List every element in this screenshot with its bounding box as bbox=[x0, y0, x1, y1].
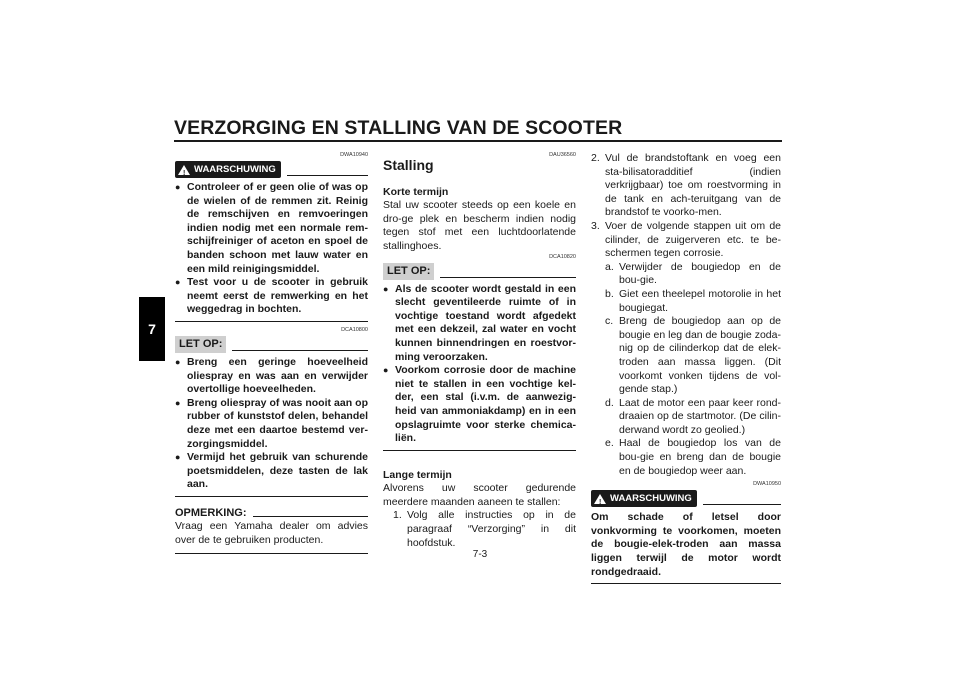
page-number: 7-3 bbox=[472, 549, 488, 560]
header-rule bbox=[440, 277, 576, 278]
warning-triangle-icon: ! bbox=[594, 494, 606, 504]
warning-badge bbox=[175, 161, 281, 178]
subsection-title: Lange termijn bbox=[383, 468, 452, 481]
list-item bbox=[393, 509, 576, 550]
substep-text: Giet een theelepel motorolie in het bougiegat. bbox=[619, 287, 781, 314]
list-item bbox=[591, 152, 781, 220]
caution-code: DCA10820 bbox=[549, 253, 576, 260]
list-item: ● Voorkom corrosie door de machine niet te stallen in een vochtige kel-der, een stal (i.v.m. de aanwezig-heid van ammoniakdamp) en in een opslagruimte voor sterke chemica-liën. bbox=[383, 364, 576, 446]
caution-list bbox=[175, 356, 368, 492]
warning-label: WAARSCHUWING bbox=[194, 163, 276, 175]
list-item: ● Controleer of er geen olie of was op de wielen of de remmen zit. Reinig de remschijven en remvoeringen indien nodig met een normale rem-schijfreiniger of aceton en spoel de banden schoon met lauw water en een mild reinigingsmiddel. bbox=[175, 181, 368, 276]
note-header bbox=[175, 507, 368, 521]
list-item bbox=[605, 437, 781, 478]
substep-letter: e. bbox=[605, 437, 614, 450]
step-number: 2. bbox=[591, 152, 600, 164]
warning-header bbox=[591, 490, 781, 507]
warning-code: DWA10950 bbox=[753, 481, 781, 488]
header-rule bbox=[287, 175, 368, 176]
list-item bbox=[591, 220, 781, 261]
step-text: Voer de volgende stappen uit om de cilinder, de zuigerveren etc. te be-schermen tegen corrosie. bbox=[605, 219, 781, 260]
substep-letter: c. bbox=[605, 315, 614, 328]
caution-code: DCA10800 bbox=[341, 326, 368, 333]
caution-badge: LET OP: bbox=[383, 263, 434, 280]
column-middle bbox=[383, 152, 576, 550]
list-item bbox=[605, 315, 781, 397]
column-left bbox=[175, 152, 368, 554]
warning-badge bbox=[591, 490, 697, 507]
section-code: DAU36560 bbox=[549, 152, 576, 158]
column-right bbox=[591, 152, 781, 584]
substep-letter: d. bbox=[605, 396, 614, 409]
list-item: ● Breng oliespray of was nooit aan op rubber of kunststof delen, behandel deze met een daartoe bestemd ver-zorgingsmiddel. bbox=[175, 397, 368, 451]
note-label: OPMERKING: bbox=[175, 506, 247, 519]
page-title: VERZORGING EN STALLING VAN DE SCOOTER bbox=[174, 117, 623, 139]
paragraph: Stal uw scooter steeds op een koele en dro-ge plek en bescherm indien nodig tegen stof met een luchtdoorlatende stallinghoes. bbox=[383, 199, 576, 252]
warning-text: Om schade of letsel door vonkvorming te voorkomen, moeten de bougie-elek-troden aan massa liggen terwijl de motor wordt rondgedraaid. bbox=[591, 511, 781, 578]
section-end-rule bbox=[383, 450, 576, 451]
substep-text: Verwijder de bougiedop en de bou-gie. bbox=[619, 260, 781, 287]
step-list bbox=[393, 509, 576, 550]
section-end-rule bbox=[591, 583, 781, 584]
section-end-rule bbox=[175, 321, 368, 322]
substep-list bbox=[605, 261, 781, 479]
caution-badge: LET OP: bbox=[175, 336, 226, 353]
step-list bbox=[591, 152, 781, 261]
caution-header bbox=[383, 263, 576, 280]
section-end-rule bbox=[175, 553, 368, 554]
header-rule bbox=[232, 350, 368, 351]
note-text: Vraag een Yamaha dealer om advies over de te gebruiken producten. bbox=[175, 520, 368, 547]
caution-list bbox=[383, 283, 576, 446]
section-end-rule bbox=[175, 496, 368, 497]
warning-label: WAARSCHUWING bbox=[610, 492, 692, 504]
substep-text: Haal de bougiedop los van de bou-gie en breng dan de bougie en de bougiedop weer aan. bbox=[619, 437, 781, 477]
step-number: 1. bbox=[393, 509, 402, 522]
caution-header bbox=[175, 336, 368, 353]
substep-letter: b. bbox=[605, 287, 614, 300]
header-rule bbox=[253, 516, 369, 517]
paragraph: Alvorens uw scooter gedurende meerdere maanden aaneen te stallen: bbox=[383, 482, 576, 508]
warning-triangle-icon: ! bbox=[178, 165, 190, 175]
substep-text: Breng de bougiedop aan op de bougie en leg dan de bougie zoda-nig op de cilinderkop dat de elek-troden aan massa liggen. (Dit voorkomt vonken tijdens de vol-gende stap.) bbox=[619, 315, 781, 396]
list-item: ● Vermijd het gebruik van schurende poetsmiddelen, deze tasten de lak aan. bbox=[175, 451, 368, 492]
warning-list bbox=[175, 181, 368, 317]
substep-letter: a. bbox=[605, 260, 614, 273]
warning-code: DWA10940 bbox=[340, 152, 368, 158]
warning-header bbox=[175, 161, 368, 178]
header-rule bbox=[703, 504, 781, 505]
list-item bbox=[605, 288, 781, 315]
title-rule bbox=[174, 140, 782, 142]
step-number: 3. bbox=[591, 219, 600, 232]
section-title: Stalling bbox=[383, 157, 434, 173]
list-item bbox=[605, 261, 781, 288]
substep-text: Laat de motor een paar keer rond-draaien op de startmotor. (De cilin-derwand wordt zo geolied.) bbox=[619, 396, 781, 436]
list-item: ● Als de scooter wordt gestald in een slecht geventileerde ruimte of in vochtige toestand wordt afgedekt met een dekzeil, zal water en vocht kunnen binnendringen en roestvor-ming veroorzaken. bbox=[383, 283, 576, 365]
subsection-title: Korte termijn bbox=[383, 185, 449, 198]
chapter-tab: 7 bbox=[139, 297, 165, 361]
step-text: Vul de brandstoftank en voeg een sta-bilisatoradditief (indien verkrijgbaar) toe om roestvorming in de tank en ach-teruitgang van de brandstof te voorko-men. bbox=[605, 152, 781, 219]
list-item: ● Test voor u de scooter in gebruik neemt eerst de remwerking en het weggedrag in bochten. bbox=[175, 276, 368, 317]
list-item bbox=[605, 397, 781, 438]
step-text: Volg alle instructies op in de paragraaf “Verzorging” in dit hoofdstuk. bbox=[407, 509, 576, 549]
list-item: ● Breng een geringe hoeveelheid oliespray en was aan en verwijder overtollige hoeveelheden. bbox=[175, 356, 368, 397]
